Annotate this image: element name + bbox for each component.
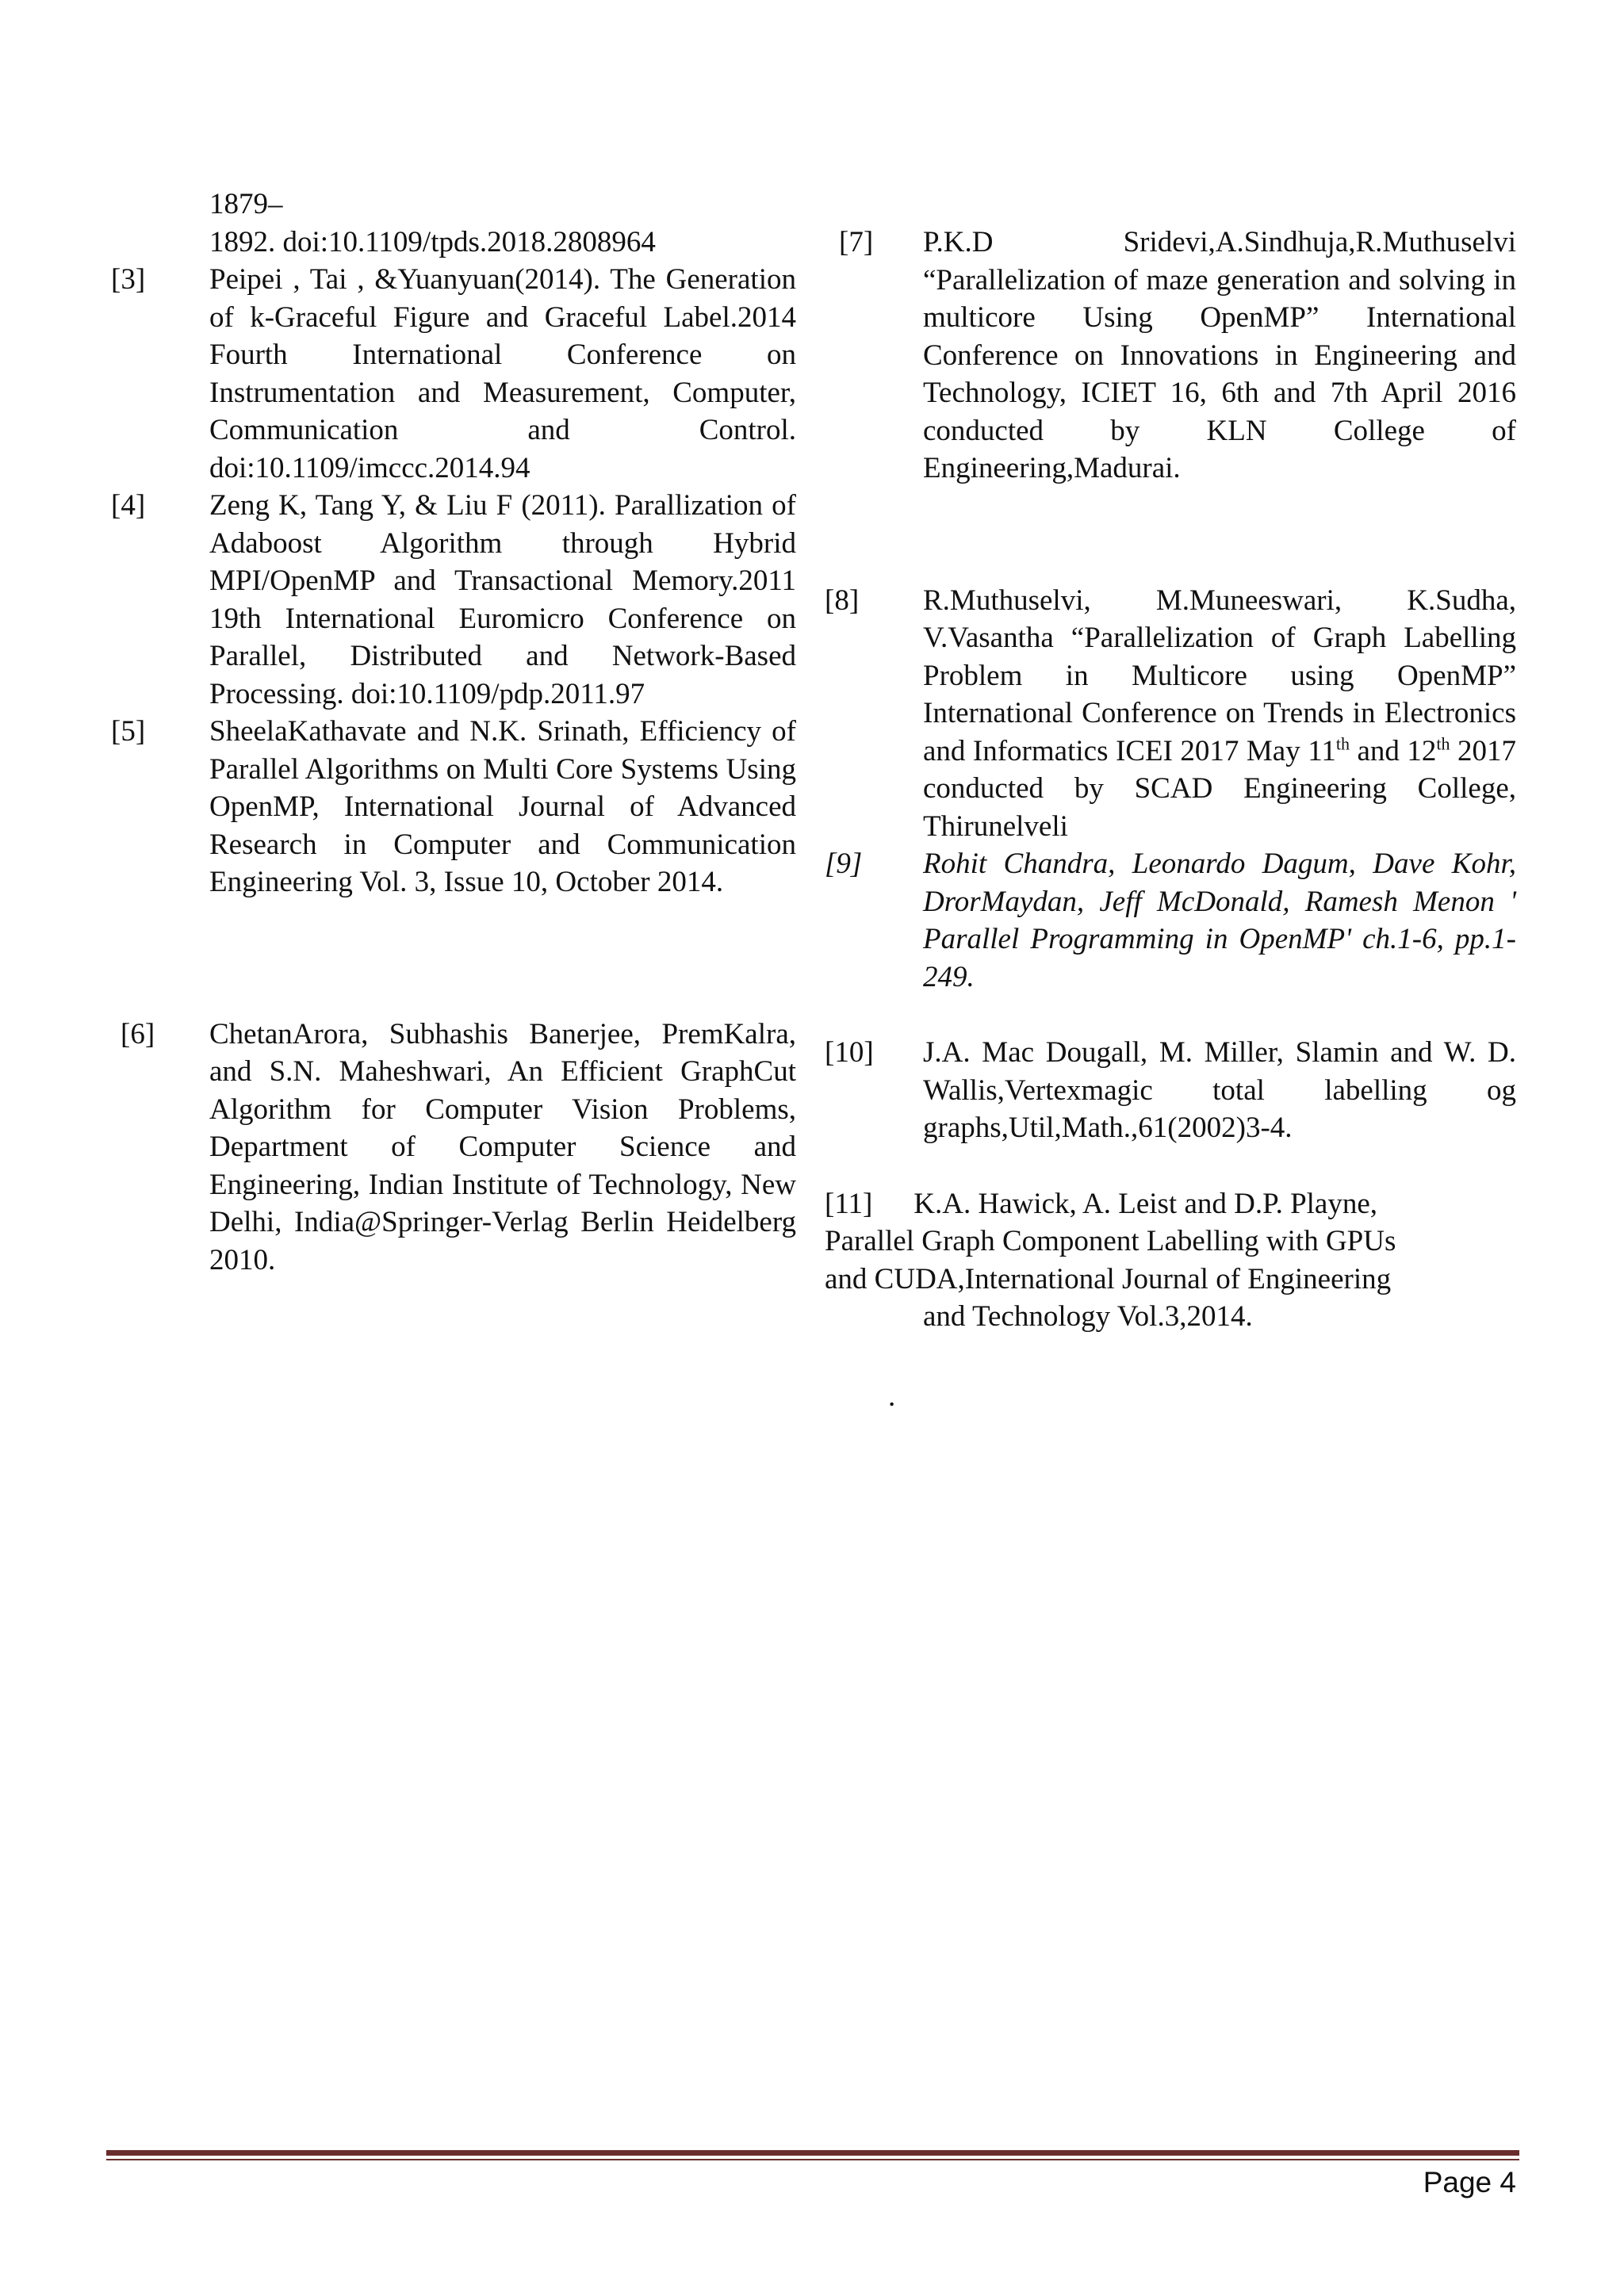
reference-6 (111, 1016, 796, 1280)
reference-11 (825, 1185, 1516, 1336)
stray-period: . (888, 1380, 896, 1413)
reference-10 (825, 1034, 1516, 1147)
ref-continuation-line-1: 1879– (209, 188, 283, 220)
reference-number: [6] (121, 1017, 155, 1050)
reference-11-lead-line-2: Parallel Graph Component Labelling with GPUs (825, 1225, 1396, 1257)
reference-11-lead: [11] K.A. Hawick, A. Leist and D.P. Playne, (825, 1187, 1378, 1220)
footer-rule (106, 2150, 1519, 2156)
reference-number: [11] (825, 1187, 873, 1220)
reference-text: J.A. Mac Dougall, M. Miller, Slamin and W. D. Wallis,Vertexmagic total labelling og graphs,Util,Math.,61(2002)3-4. (923, 1036, 1516, 1144)
reference-11-lead-line-3: and CUDA,International Journal of Engineering (825, 1262, 1392, 1295)
reference-7 (825, 224, 1516, 488)
reference-text: ChetanArora, Subhashis Banerjee, PremKalra, and S.N. Maheshwari, An Efficient GraphCut Algorithm for Computer Vision Problems, Department of Computer Science and Engineering, Indian Institute of Technology, New Delhi, India@Springer-Verlag Berlin Heidelberg 2010. (209, 1017, 796, 1276)
reference-text: Rohit Chandra, Leonardo Dagum, Dave Kohr, DrorMaydan, Jeff McDonald, Ramesh Menon ' Parallel Programming in OpenMP' ch.1-6, pp.1-249. (923, 848, 1516, 993)
reference-number: [5] (111, 715, 146, 748)
footer-rule-thin (106, 2159, 1519, 2160)
reference-8 (825, 582, 1516, 846)
right-column (825, 224, 1516, 1336)
reference-number: [8] (825, 584, 860, 617)
reference-text: SheelaKathavate and N.K. Srinath, Efficiency of Parallel Algorithms on Multi Core Systems Using OpenMP, International Journal of Advanced Research in Computer and Communication Engineering Vol. 3, Issue 10, October 2014. (209, 715, 796, 898)
reference-9 (825, 845, 1516, 996)
ref-continuation-line-2: 1892. doi:10.1109/tpds.2018.2808964 (209, 225, 656, 258)
reference-number: [9] (825, 848, 863, 880)
reference-5 (111, 713, 796, 901)
reference-number: [4] (111, 489, 146, 522)
reference-11-tail: and Technology Vol.3,2014. (923, 1300, 1253, 1333)
left-column (111, 186, 796, 1279)
reference-text: Zeng K, Tang Y, & Liu F (2011). Parallization of Adaboost Algorithm through Hybrid MPI/OpenMP and Transactional Memory.2011 19th International Euromicro Conference on Parallel, Distributed and Network-Based Processing. doi:10.1109/pdp.2011.97 (209, 489, 796, 710)
reference-number: [7] (839, 226, 874, 258)
reference-number: [10] (825, 1036, 874, 1069)
reference-text: P.K.D Sridevi,A.Sindhuja,R.Muthuselvi “Parallelization of maze generation and solving in multicore Using OpenMP” International Conference on Innovations in Engineering and Technology, ICIET 16, 6th and 7th April 2016 conducted by KLN College of Engineering,Madurai. (923, 226, 1516, 484)
reference-4 (111, 487, 796, 713)
page-number: Page 4 (1423, 2166, 1516, 2198)
reference-text: R.Muthuselvi, M.Muneeswari, K.Sudha, V.Vasantha “Parallelization of Graph Labelling Problem in Multicore using OpenMP” International Conference on Trends in Electronics and Informatics ICEI 2017 May 11th and 12th 2017 conducted by SCAD Engineering College, Thirunelveli (923, 584, 1516, 843)
reference-3 (111, 261, 796, 487)
reference-number: [3] (111, 263, 146, 296)
reference-text: Peipei , Tai , &Yuanyuan(2014). The Generation of k-Graceful Figure and Graceful Label.2014 Fourth International Conference on Instrumentation and Measurement, Computer, Communication and Control. doi:10.1109/imccc.2014.94 (209, 263, 796, 484)
